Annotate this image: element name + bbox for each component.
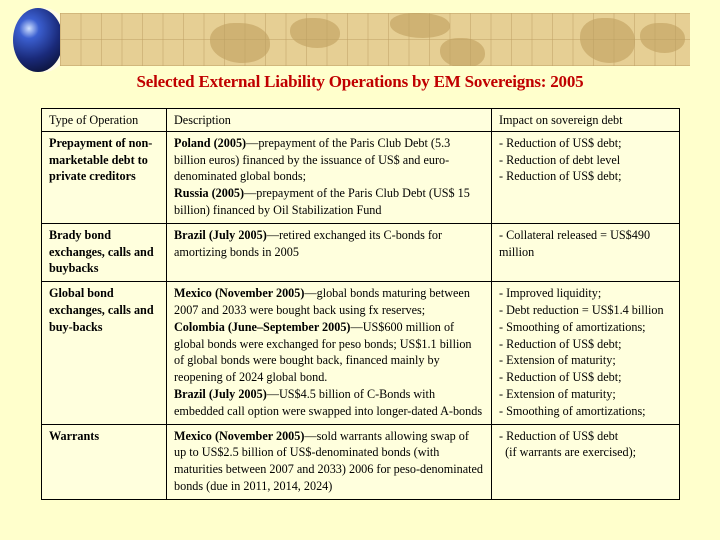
impact-item: - Reduction of debt level bbox=[499, 152, 621, 167]
description-entry bbox=[174, 185, 484, 219]
column-header: Type of Operation bbox=[42, 109, 167, 132]
impact-item: - Reduction of US$ debt; bbox=[499, 169, 622, 184]
impact bbox=[492, 424, 680, 499]
description-entry bbox=[174, 227, 484, 261]
column-header: Impact on sovereign debt bbox=[492, 109, 680, 132]
impact-item: - Reduction of US$ debt; bbox=[499, 135, 622, 150]
country-date: Mexico (November 2005) bbox=[174, 286, 305, 301]
description-entry bbox=[174, 386, 484, 420]
description-text: —US$600 million of global bonds were exchanged for peso bonds; US$1.1 billion of global bonds were bought back, financed mainly by reopening of 2024 global bond. bbox=[174, 319, 472, 385]
operations-table bbox=[41, 108, 680, 500]
impact-item: - Improved liquidity; bbox=[499, 286, 602, 301]
description-text: —prepayment of the Paris Club Debt (US$ 15 billion) financed by Oil Stabilization Fund bbox=[174, 186, 470, 217]
impact-item: - Extension of maturity; bbox=[499, 353, 616, 368]
description-text: —sold warrants allowing swap of up to US$2.5 billion of US$-denominated bonds (with maturities between 2007 and 2033) 2006 for peso-denominated bonds (due in 2011, 2014, 2024) bbox=[174, 428, 484, 493]
operation-type: Brady bond exchanges, calls and buybacks bbox=[42, 223, 167, 281]
description-text: —global bonds maturing between 2007 and 2033 were bought back using fx reserves; bbox=[174, 286, 470, 317]
operation-type: Prepayment of non-marketable debt to private creditors bbox=[42, 131, 167, 223]
operation-description bbox=[167, 131, 492, 223]
table-row bbox=[42, 424, 680, 499]
impact-item: - Reduction of US$ debt bbox=[499, 428, 619, 443]
country-date: Brazil (July 2005) bbox=[174, 386, 267, 401]
country-date: Poland (2005) bbox=[174, 135, 247, 150]
description-text: —prepayment of the Paris Club Debt (5.3 billion euros) financed by the issuance of US$ and euro-denominated global bonds; bbox=[174, 135, 451, 184]
description-entry bbox=[174, 319, 484, 386]
table-row bbox=[42, 282, 680, 424]
impact-item: - Smoothing of amortizations; bbox=[499, 319, 646, 334]
description-entry bbox=[174, 285, 484, 319]
country-date: Brazil (July 2005) bbox=[174, 227, 267, 242]
globe-logo bbox=[13, 8, 63, 72]
operation-description bbox=[167, 282, 492, 424]
description-text: —US$4.5 billion of C-Bonds with embedded call option were swapped into longer-dated A-bonds bbox=[174, 386, 483, 418]
operation-description bbox=[167, 424, 492, 499]
table-header-row bbox=[42, 109, 680, 132]
page-title: Selected External Liability Operations by EM Sovereigns: 2005 bbox=[136, 72, 584, 91]
table-row bbox=[42, 223, 680, 281]
impact-item: - Reduction of US$ debt; bbox=[499, 336, 622, 351]
impact-item: (if warrants are exercised); bbox=[499, 445, 637, 460]
country-date: Russia (2005) bbox=[174, 186, 245, 201]
impact-item: - Collateral released = US$490 million bbox=[499, 227, 654, 259]
operation-type: Global bond exchanges, calls and buy-backs bbox=[42, 282, 167, 424]
operation-type: Warrants bbox=[42, 424, 167, 499]
impact bbox=[492, 131, 680, 223]
impact-item: - Smoothing of amortizations; bbox=[499, 403, 646, 418]
column-header: Description bbox=[167, 109, 492, 132]
impact-item: - Debt reduction = US$1.4 billion bbox=[499, 302, 664, 317]
table-row bbox=[42, 131, 680, 223]
country-date: Mexico (November 2005) bbox=[174, 428, 305, 443]
impact bbox=[492, 223, 680, 281]
description-entry bbox=[174, 428, 484, 495]
impact-item: - Reduction of US$ debt; bbox=[499, 370, 622, 385]
description-entry bbox=[174, 135, 484, 185]
operation-description bbox=[167, 223, 492, 281]
impact bbox=[492, 282, 680, 424]
impact-item: - Extension of maturity; bbox=[499, 386, 616, 401]
world-map-banner bbox=[60, 13, 690, 66]
country-date: Colombia (June–September 2005) bbox=[174, 319, 351, 334]
description-text: —retired exchanged its C-bonds for amortizing bonds in 2005 bbox=[174, 227, 443, 259]
